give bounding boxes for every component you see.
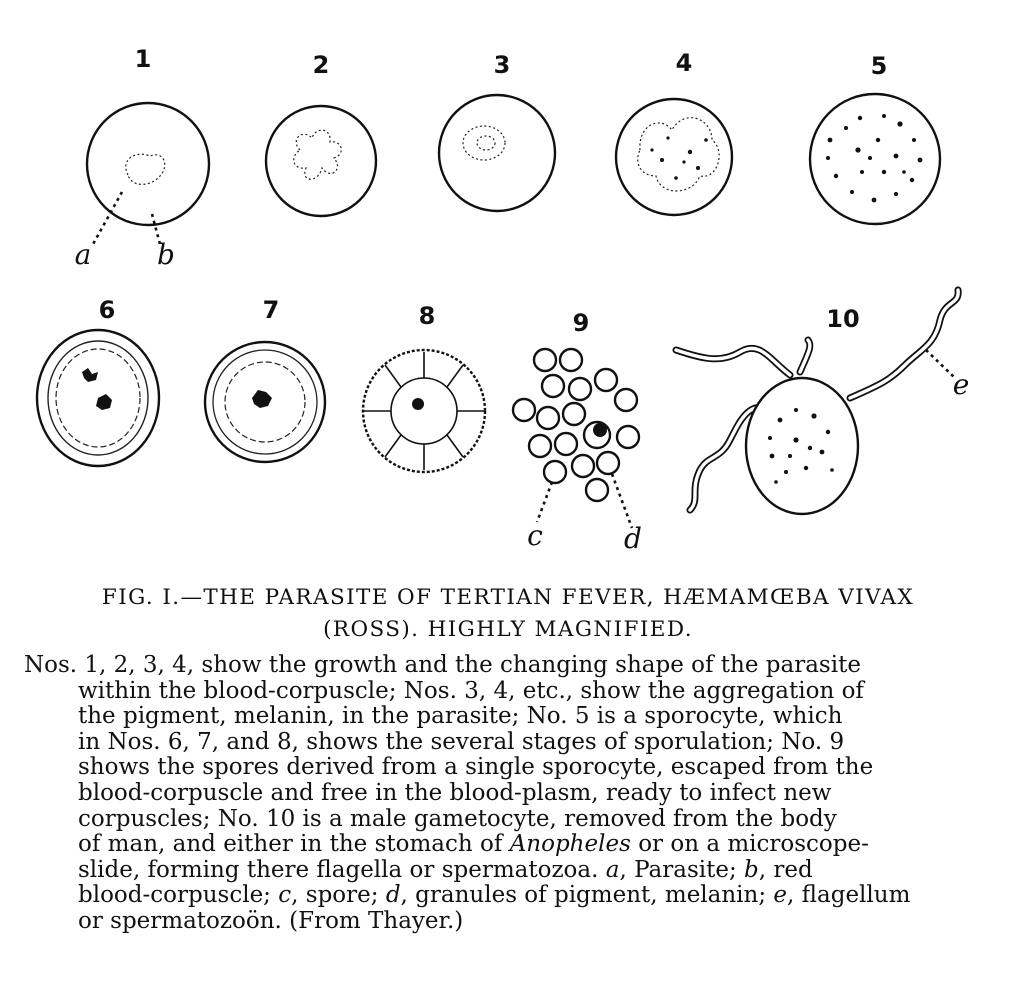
stage-number-4: 4 xyxy=(675,49,693,77)
stage-number-7: 7 xyxy=(262,296,280,324)
stage-9-free-spores xyxy=(513,349,639,528)
caption-line-3: the pigment, melanin, in the parasite; No. 5 is a sporocyte, which xyxy=(78,703,843,730)
stage-number-10: 10 xyxy=(826,305,860,333)
caption-text: slide, forming there flagella or spermatozoa. xyxy=(78,856,606,883)
key-e: e xyxy=(773,882,788,909)
stage-number-9: 9 xyxy=(572,309,590,337)
caption-text: , granules of pigment, melanin; xyxy=(400,882,774,909)
stage-3-corpuscle xyxy=(439,95,555,211)
caption-title-line-1: FIG. I.—THE PARASITE OF TERTIAN FEVER, HÆMAMŒBA VIVAX xyxy=(101,585,915,610)
stage-10-gametocyte xyxy=(676,290,958,514)
stage-number-2: 2 xyxy=(312,51,330,79)
stage-number-5: 5 xyxy=(870,52,888,80)
stage-number-6: 6 xyxy=(98,296,116,324)
caption-text: of man, and either in the stomach of xyxy=(78,831,510,858)
stage-1-corpuscle xyxy=(87,103,209,248)
stage-4-corpuscle xyxy=(616,99,732,215)
label-a: a xyxy=(74,238,92,271)
label-b: b xyxy=(157,238,175,271)
caption-title-line-2: (ROSS). HIGHLY MAGNIFIED. xyxy=(323,617,693,642)
caption-line-8 xyxy=(24,832,994,858)
stage-2-corpuscle xyxy=(266,106,376,216)
stage-8-sporulation xyxy=(363,350,485,472)
label-d: d xyxy=(624,522,642,555)
caption-line-11: or spermatozoön. (From Thayer.) xyxy=(78,907,464,934)
key-d: d xyxy=(385,882,401,909)
stage-5-sporocyte xyxy=(810,94,940,224)
anopheles-term: Anopheles xyxy=(509,831,631,858)
caption-text: , red xyxy=(758,856,813,883)
label-e: e xyxy=(952,368,970,401)
caption-text: , spore; xyxy=(291,882,386,909)
caption-line-4: in Nos. 6, 7, and 8, shows the several stages of sporulation; No. 9 xyxy=(78,728,845,755)
stage-6-sporulation xyxy=(37,330,159,466)
caption-line-9 xyxy=(24,858,994,884)
figure-caption-body xyxy=(24,653,994,935)
caption-text: , flagellum xyxy=(787,882,911,909)
figure-caption-title xyxy=(22,582,994,646)
caption-line-1: Nos. 1, 2, 3, 4, show the growth and the changing shape of the parasite xyxy=(24,652,861,678)
label-c: c xyxy=(527,519,543,552)
key-b: b xyxy=(744,856,759,883)
caption-line-7: corpuscles; No. 10 is a male gametocyte, removed from the body xyxy=(78,805,837,832)
caption-line-2: within the blood-corpuscle; Nos. 3, 4, etc., show the aggregation of xyxy=(78,677,864,704)
caption-line-6: blood-corpuscle and free in the blood-plasm, ready to infect new xyxy=(78,779,832,806)
key-c: c xyxy=(278,882,292,909)
stage-7-sporulation xyxy=(205,342,325,462)
key-a: a xyxy=(605,856,620,883)
caption-text: , Parasite; xyxy=(619,856,745,883)
stage-number-8: 8 xyxy=(418,302,436,330)
caption-text: blood-corpuscle; xyxy=(78,882,279,909)
stage-number-1: 1 xyxy=(134,45,152,73)
stage-number-3: 3 xyxy=(493,51,511,79)
caption-line-10 xyxy=(24,883,994,909)
caption-line-5: shows the spores derived from a single sporocyte, escaped from the xyxy=(78,754,874,781)
caption-text: or on a microscope- xyxy=(630,831,869,858)
